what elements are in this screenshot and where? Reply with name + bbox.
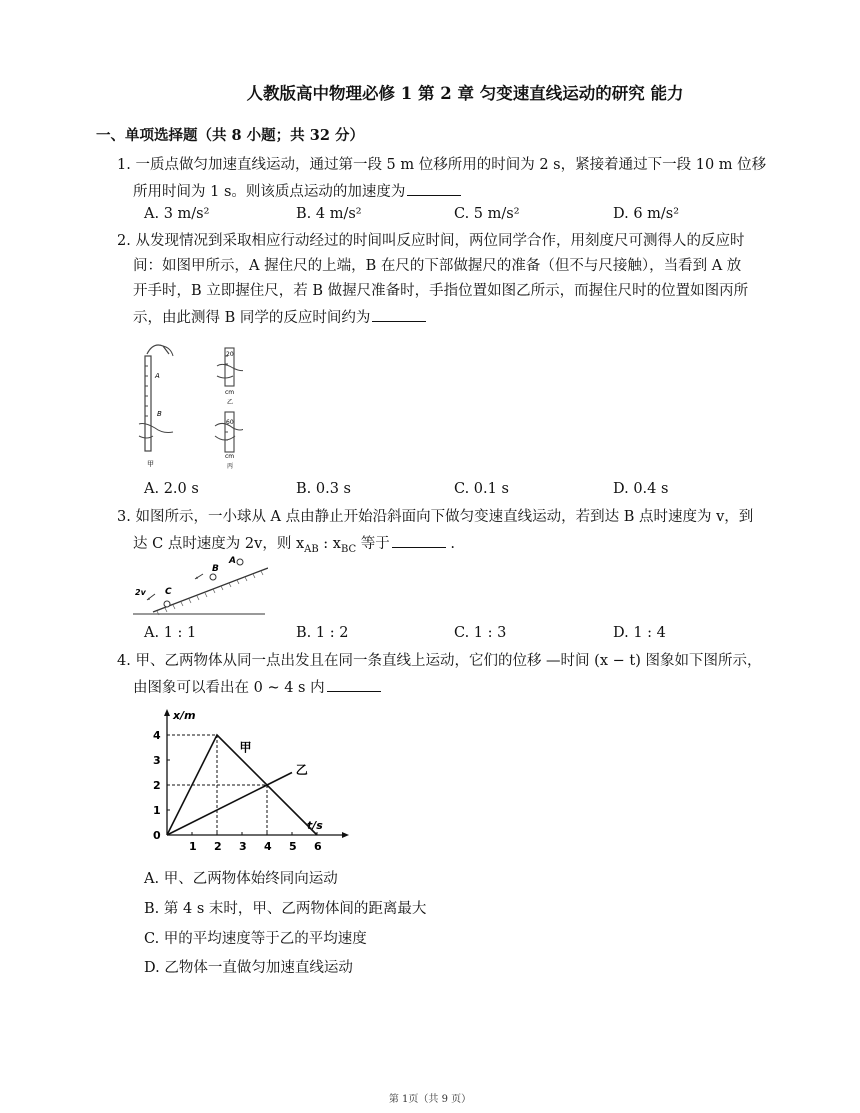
q3-option-d: D. 1 : 4	[613, 625, 666, 641]
q2-option-d: D. 0.4 s	[613, 481, 669, 497]
series-line-yi	[167, 773, 292, 836]
answer-blank	[392, 533, 446, 548]
q3-text-c: .	[445, 536, 455, 552]
figure-jia	[139, 345, 173, 468]
y-axis-arrow	[164, 709, 170, 716]
x-tick-label: 3	[239, 840, 247, 853]
y-axis-label: x/m	[173, 709, 196, 722]
x-tick-label: 5	[289, 840, 297, 853]
label-b: B	[212, 564, 219, 574]
x-tick-label: 6	[314, 840, 322, 853]
ball-c	[164, 601, 170, 607]
q3-text-colon: : x	[318, 536, 341, 552]
label-a: A	[155, 372, 160, 380]
incline-figure	[133, 554, 268, 616]
label-yi: 乙	[227, 399, 234, 406]
q4-option-c: C. 甲的平均速度等于乙的平均速度	[144, 931, 367, 947]
figure-bing	[215, 412, 243, 470]
q3-text-a: 达 C 点时速度为 2v，则 x	[133, 536, 305, 552]
q2-line-4	[133, 307, 426, 327]
label-c: C	[165, 587, 172, 597]
y-tick-label: 4	[153, 729, 161, 742]
x-tick-label: 1	[189, 840, 197, 853]
q1-option-c: C. 5 m/s²	[454, 206, 520, 222]
label-bing: 丙	[227, 463, 234, 470]
q1-line-2	[133, 181, 461, 201]
q3-option-c: C. 1 : 3	[454, 625, 507, 641]
q3-sub-bc: BC	[340, 543, 357, 555]
q2-text: 示，由此测得 B 同学的反应时间约为	[133, 310, 371, 326]
q1-option-b: B. 4 m/s²	[296, 206, 362, 222]
q4-option-d: D. 乙物体一直做匀加速直线运动	[144, 960, 353, 976]
answer-blank	[327, 677, 381, 692]
ball-a	[237, 559, 243, 565]
xt-chart	[140, 705, 370, 865]
series-label-jia: 甲	[239, 740, 252, 755]
y-tick-label: 3	[153, 754, 161, 767]
ball-b	[210, 574, 216, 580]
q4-option-a: A. 甲、乙两物体始终同向运动	[144, 871, 338, 887]
figure-yi	[217, 348, 243, 406]
label-60: 60	[226, 419, 234, 426]
ruler-figure	[133, 336, 243, 471]
q1-option-d: D. 6 m/s²	[613, 206, 680, 222]
x-axis-label: t/s	[307, 819, 323, 832]
y-tick-label: 1	[153, 804, 161, 817]
q2-option-c: C. 0.1 s	[454, 481, 509, 497]
label-cm-1: cm	[225, 389, 235, 396]
x-tick-label: 2	[214, 840, 222, 853]
q3-sub-ab: AB	[304, 543, 319, 555]
answer-blank	[407, 181, 461, 196]
q4-option-b: B. 第 4 s 末时，甲、乙两物体间的距离最大	[144, 901, 427, 917]
label-a: A	[229, 556, 236, 566]
q2-option-b: B. 0.3 s	[296, 481, 351, 497]
q3-text-b: 等于	[356, 536, 390, 552]
q2-option-a: A. 2.0 s	[144, 481, 199, 497]
label-2v: 2v	[135, 588, 146, 597]
q2-line-2: 间：如图甲所示，A 握住尺的上端，B 在尺的下部做握尺的准备（但不与尺接触），当看到 A 放	[133, 258, 742, 274]
q4-line-1: 4. 甲、乙两物体从同一点出发且在同一条直线上运动，它们的位移 —时间 (x − t) 图象如下图所示，	[117, 653, 762, 669]
label-b: B	[157, 410, 162, 418]
q3-option-b: B. 1 : 2	[296, 625, 349, 641]
q4-text: 由图象可以看出在 0 ~ 4 s 内	[133, 680, 325, 696]
label-jia: 甲	[147, 460, 154, 468]
x-axis-arrow	[342, 832, 349, 838]
q3-line-1: 3. 如图所示，一小球从 A 点由静止开始沿斜面向下做匀变速直线运动，若到达 B 点时速度为 v，到	[117, 509, 754, 525]
origin-label: 0	[153, 829, 161, 842]
q1-option-a: A. 3 m/s²	[144, 206, 210, 222]
x-tick-label: 4	[264, 840, 272, 853]
label-20: 20	[226, 351, 234, 358]
answer-blank	[372, 307, 426, 322]
section-heading: 一、单项选择题（共 8 小题；共 32 分）	[96, 127, 364, 144]
q2-line-3: 开手时，B 立即握住尺，若 B 做握尺准备时，手指位置如图乙所示，而握住尺时的位置如图丙所	[133, 283, 749, 299]
series-label-yi: 乙	[295, 762, 308, 777]
label-cm-2: cm	[225, 453, 235, 460]
q2-line-1: 2. 从发现情况到采取相应行动经过的时间叫反应时间，两位同学合作，用刻度尺可测得人的反应时	[117, 233, 745, 249]
page-footer: 第 1页（共 9 页）	[388, 1094, 472, 1105]
q1-text: 所用时间为 1 s。则该质点运动的加速度为	[133, 184, 406, 200]
page-title: 人教版高中物理必修 1 第 2 章 匀变速直线运动的研究 能力	[246, 84, 684, 103]
y-tick-label: 2	[153, 779, 161, 792]
q3-option-a: A. 1 : 1	[144, 625, 197, 641]
q1-line-1: 1. 一质点做匀加速直线运动，通过第一段 5 m 位移所用的时间为 2 s，紧接着通过下一段 10 m 位移	[117, 157, 767, 173]
q4-line-2	[133, 677, 381, 697]
